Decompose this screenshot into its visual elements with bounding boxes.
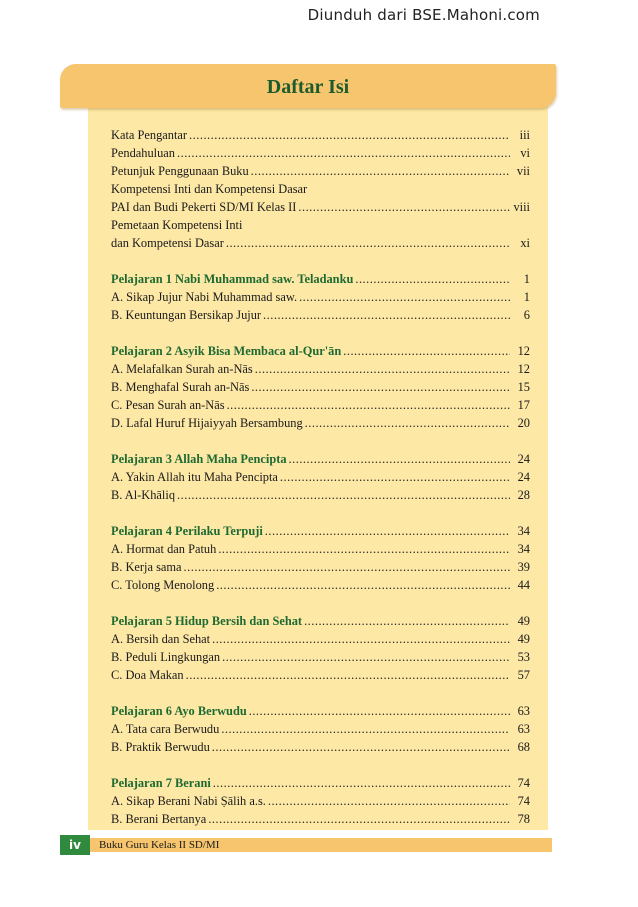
leader-dots: [216, 576, 510, 594]
lesson-title: Pelajaran 3 Allah Maha Pencipta: [111, 452, 287, 466]
toc-entry[interactable]: [111, 198, 530, 216]
leader-dots: [265, 522, 510, 540]
toc-entry[interactable]: [111, 630, 530, 648]
toc-lesson-4[interactable]: [111, 522, 530, 540]
spacer: [111, 504, 530, 522]
toc-entry[interactable]: [111, 648, 530, 666]
toc-lesson-3[interactable]: [111, 450, 530, 468]
toc-entry-label: A. Sikap Jujur Nabi Muhammad saw.: [111, 290, 298, 304]
leader-dots: [226, 234, 510, 252]
toc-entry-label: B. Berani Bertanya: [111, 812, 207, 826]
toc-lesson-1[interactable]: [111, 270, 530, 288]
toc-entry-label: A. Yakin Allah itu Maha Pencipta: [111, 470, 278, 484]
leader-dots: [212, 738, 510, 756]
toc-entry-label: C. Pesan Surah an-Nās: [111, 398, 225, 412]
spacer: [111, 594, 530, 612]
toc-entry[interactable]: [111, 180, 530, 198]
toc-entry-page: vii: [516, 164, 530, 178]
toc-entry-label: A. Bersih dan Sehat: [111, 632, 211, 646]
toc-entry-label: B. Peduli Lingkungan: [111, 650, 221, 664]
lesson-page: 63: [517, 704, 530, 718]
toc-lesson-2[interactable]: [111, 342, 530, 360]
leader-dots: [268, 792, 510, 810]
lesson-page: 34: [517, 524, 530, 538]
toc-entry[interactable]: [111, 486, 530, 504]
toc-entry[interactable]: [111, 162, 530, 180]
page-title: Daftar Isi: [266, 76, 350, 98]
leader-dots: [212, 630, 510, 648]
toc-entry-label: B. Kerja sama: [111, 560, 182, 574]
lesson-page: 24: [517, 452, 530, 466]
toc-entry-page: 6: [523, 308, 530, 322]
toc-entry-label: Pendahuluan: [111, 146, 176, 160]
toc-entry[interactable]: [111, 414, 530, 432]
toc-entry-page: 1: [523, 290, 530, 304]
toc-entry-page: 63: [517, 722, 530, 736]
lesson-page: 1: [523, 272, 530, 286]
toc-entry-page: 74: [517, 794, 530, 808]
leader-dots: [227, 396, 510, 414]
leader-dots: [221, 720, 510, 738]
leader-dots: [222, 648, 510, 666]
toc-entry[interactable]: [111, 378, 530, 396]
toc-entry-label: A. Sikap Berani Nabi Ṣālih a.s.: [111, 794, 266, 808]
toc-lesson-6[interactable]: [111, 702, 530, 720]
leader-dots: [213, 774, 510, 792]
toc-entry-page: 34: [517, 542, 530, 556]
leader-dots: [304, 612, 510, 630]
spacer: [111, 324, 530, 342]
leader-dots: [184, 558, 510, 576]
leader-dots: [177, 486, 510, 504]
toc-entry[interactable]: [111, 234, 530, 252]
toc-entry[interactable]: [111, 288, 530, 306]
leader-dots: [299, 288, 510, 306]
toc-entry-label: Kompetensi Inti dan Kompetensi Dasar: [111, 182, 308, 196]
page-number-badge: iv: [60, 835, 90, 855]
leader-dots: [280, 468, 510, 486]
leader-dots: [249, 702, 510, 720]
lesson-title: Pelajaran 6 Ayo Berwudu: [111, 704, 247, 718]
toc-entry-page: iii: [519, 128, 530, 142]
toc-entry-label: dan Kompetensi Dasar: [111, 236, 224, 250]
toc-entry[interactable]: [111, 144, 530, 162]
leader-dots: [355, 270, 510, 288]
toc-entry-page: 57: [517, 668, 530, 682]
lesson-page: 12: [517, 344, 530, 358]
leader-dots: [186, 666, 510, 684]
toc-entry[interactable]: [111, 360, 530, 378]
toc-entry[interactable]: [111, 216, 530, 234]
toc-entry-label: A. Tata cara Berwudu: [111, 722, 220, 736]
toc-entry-page: 24: [517, 470, 530, 484]
toc-entry-label: A. Melafalkan Surah an-Nās: [111, 362, 253, 376]
lesson-title: Pelajaran 5 Hidup Bersih dan Sehat: [111, 614, 303, 628]
toc-entry-page: 17: [517, 398, 530, 412]
spacer: [111, 756, 530, 774]
toc-entry-label: D. Lafal Huruf Hijaiyyah Bersambung: [111, 416, 303, 430]
toc-entry-page: 44: [517, 578, 530, 592]
toc-entry[interactable]: [111, 720, 530, 738]
toc-entry-label: B. Menghafal Surah an-Nās: [111, 380, 250, 394]
footer-book-title: Buku Guru Kelas II SD/MI: [99, 839, 220, 851]
toc-entry-page: 28: [517, 488, 530, 502]
toc-entry-page: 39: [517, 560, 530, 574]
toc-entry-label: PAI dan Budi Pekerti SD/MI Kelas II: [111, 200, 297, 214]
spacer: [111, 684, 530, 702]
toc-entry-page: 68: [517, 740, 530, 754]
toc-entry[interactable]: [111, 540, 530, 558]
toc-entry-page: 20: [517, 416, 530, 430]
toc-entry[interactable]: [111, 126, 530, 144]
toc-entry-label: Petunjuk Penggunaan Buku: [111, 164, 249, 178]
toc-entry-label: C. Tolong Menolong: [111, 578, 215, 592]
spacer: [111, 432, 530, 450]
toc-entry-label: Kata Pengantar: [111, 128, 188, 142]
leader-dots: [255, 360, 510, 378]
leader-dots: [263, 306, 510, 324]
toc-entry-page: viii: [513, 200, 530, 214]
toc-entry-label: B. Keuntungan Bersikap Jujur: [111, 308, 262, 322]
watermark-text: Diunduh dari BSE.Mahoni.com: [307, 6, 540, 24]
lesson-title: Pelajaran 4 Perilaku Terpuji: [111, 524, 263, 538]
toc-entry-page: vi: [520, 146, 530, 160]
toc-entry-page: 49: [517, 632, 530, 646]
toc-entry[interactable]: [111, 666, 530, 684]
toc-entry[interactable]: [111, 468, 530, 486]
toc-entry[interactable]: [111, 306, 530, 324]
toc-entry-page: xi: [520, 236, 530, 250]
lesson-page: 74: [517, 776, 530, 790]
table-of-contents: [111, 126, 530, 828]
leader-dots: [218, 540, 510, 558]
toc-entry-label: B. Al-Khāliq: [111, 488, 176, 502]
toc-entry[interactable]: [111, 396, 530, 414]
toc-entry-page: 78: [517, 812, 530, 826]
toc-entry-page: 15: [517, 380, 530, 394]
toc-entry-page: 53: [517, 650, 530, 664]
toc-entry[interactable]: [111, 810, 530, 828]
toc-entry-label: Pemetaan Kompetensi Inti: [111, 218, 243, 232]
leader-dots: [298, 198, 510, 216]
leader-dots: [343, 342, 510, 360]
toc-entry-label: B. Praktik Berwudu: [111, 740, 210, 754]
toc-lesson-7[interactable]: [111, 774, 530, 792]
lesson-page: 49: [517, 614, 530, 628]
leader-dots: [305, 414, 510, 432]
leader-dots: [251, 378, 510, 396]
leader-dots: [251, 162, 510, 180]
spacer: [111, 252, 530, 270]
toc-entry[interactable]: [111, 738, 530, 756]
toc-entry-page: 12: [517, 362, 530, 376]
toc-entry[interactable]: [111, 576, 530, 594]
toc-lesson-5[interactable]: [111, 612, 530, 630]
lesson-title: Pelajaran 7 Berani: [111, 776, 211, 790]
toc-entry[interactable]: [111, 558, 530, 576]
toc-entry-label: C. Doa Makan: [111, 668, 184, 682]
leader-dots: [189, 126, 510, 144]
leader-dots: [208, 810, 510, 828]
lesson-title: Pelajaran 1 Nabi Muhammad saw. Teladanku: [111, 272, 354, 286]
lesson-title: Pelajaran 2 Asyik Bisa Membaca al-Qur'ān: [111, 344, 342, 358]
toc-entry[interactable]: [111, 792, 530, 810]
toc-entry-label: A. Hormat dan Patuh: [111, 542, 217, 556]
leader-dots: [289, 450, 510, 468]
leader-dots: [177, 144, 510, 162]
